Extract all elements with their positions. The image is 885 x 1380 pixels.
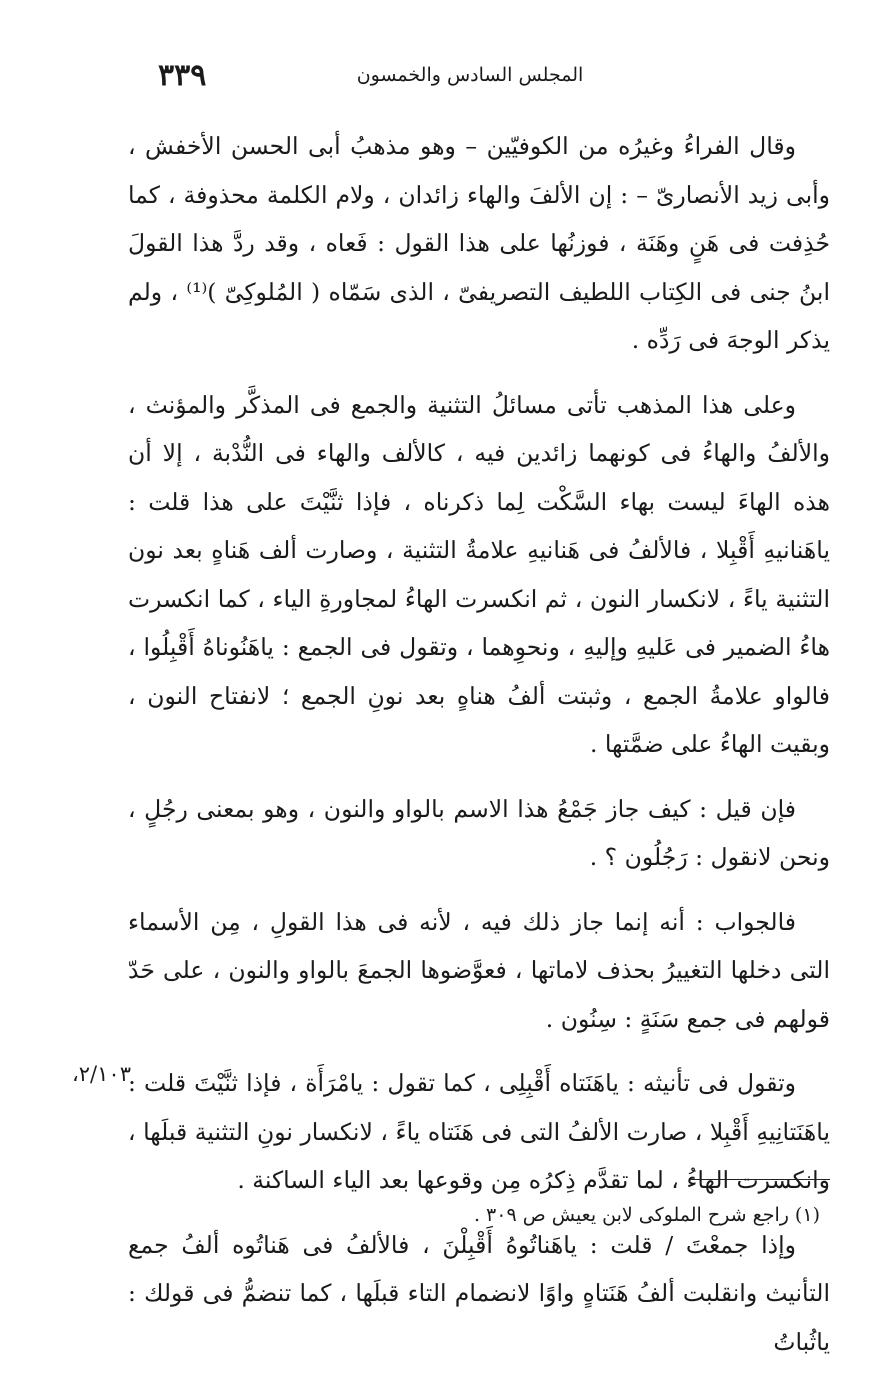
footnote-divider [690,1179,830,1180]
page-header [120,58,820,98]
paragraph: فإن قيل : كيف جاز جَمْعُ هذا الاسم بالواو والنون ، وهو بمعنى رجُلٍ ، ونحن لانقول : رَجُلُون ؟ . [128,794,830,871]
page-number: ٣٣٩ [158,58,207,93]
main-text [128,122,830,1380]
margin-reference: ٢/١٠٣، [72,1062,131,1086]
paragraph: وعلى هذا المذهب تأتى مسائلُ التثنية والجمع فى المذكَّر والمؤنث ، والألفُ والهاءُ فى كونهما زائدين فيه ، كالألف والهاء فى النُّدْبة ، إلا أن هذه الهاءَ ليست بهاء السَّكْت لِما ذكرناه ، فإذا ثنَّيْتَ على هذا قلت : ياهَنانيهِ أَقْبِلا ، فالألفُ فى هَنانيهِ علامةُ التثنية ، وصارت ألف هَناهٍ بعد نون التثنية ياءً ، لانكسار النون ، ثم انكسرت الهاءُ لمجاورةِ الياء ، كما انكسرت هاءُ الضمير فى عَليهِ وإليهِ ، ونحوِهما ، وتقول فى الجمع : ياهَنُوناهُ أَقْبِلُوا ، فالواو علامةُ الجمع ، وثبتت ألفُ هناهٍ بعد نونِ الجمع ؛ لانفتاح النون ، وبقيت الهاءُ على ضمَّتها . [128,390,830,758]
running-title: المجلس السادس والخمسون [356,64,584,86]
paragraph: فالجواب : أنه إنما جاز ذلك فيه ، لأنه فى هذا القولِ ، مِن الأسماء التى دخلها التغييرُ بحذف لاماتها ، فعوَّضوها الجمعَ بالواو والنون ، على حَدّ قولهم فى جمع سَنَةٍ : سِنُون . [128,907,830,1033]
paragraph: وإذا جمعْتَ / قلت : ياهَناتُوهُ أَقْبِلْنَ ، فالألفُ فى هَناتُوه ألفُ جمع التأنيث وانقلبت ألفُ هَنَتاهٍ واوًا لانضمام التاء قبلَها ، كما تنضمُّ فى قولك : ياثُباتُ [128,1230,830,1356]
paragraph: وتقول فى تأنيثه : ياهَنَتاه أَقْبِلِى ، كما تقول : يامْرَأَة ، فإذا ثنَّيْتَ قلت : ياهَنَتانِيهِ أَقْبِلا ، صارت الألفُ التى فى هَنَتاه ياءً ، لانكسار نونِ التثنية قبلَها ، وانكسرت الهاءُ ، لما تقدَّم ذِكرُه مِن وقوعها بعد الياء الساكنة . [128,1069,830,1194]
paragraph: وقال الفراءُ وغيرُه من الكوفيّين – وهو مذهبُ أبى الحسن الأخفش ، وأبى زيد الأنصارىّ – : إن الألفَ والهاء زائدان ، ولام الكلمة محذوفة ، كما حُذِفت فى هَنٍ وهَنَة ، فوزنُها على هذا القول : فَعاه ، وقد ردَّ هذا القولَ ابنُ جنى فى الكِتاب اللطيف التصريفىّ ، الذى سَمّاه ( المُلوكِىّ )⁽¹⁾ ، ولم يذكر الوجهَ فى رَدِّه . [128,132,830,354]
footnote: (١) راجع شرح الملوكى لابن يعيش ص ٣٠٩ . [473,1204,820,1226]
